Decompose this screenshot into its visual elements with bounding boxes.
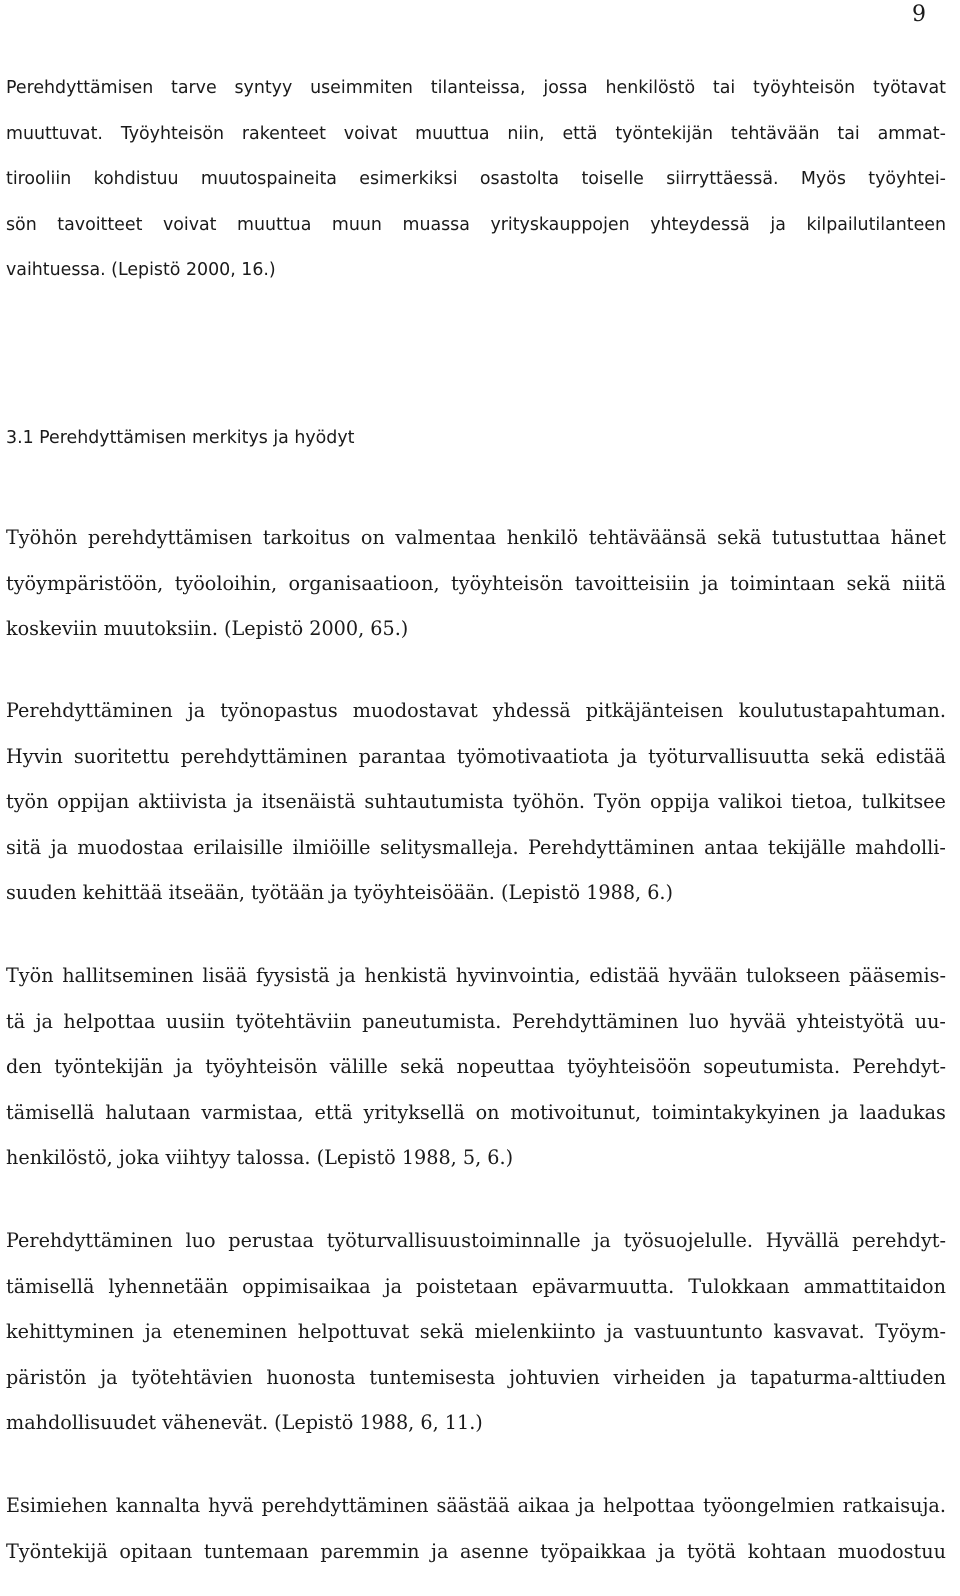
page-number: 9 [912, 2, 926, 27]
text-line: kehittyminen ja eteneminen helpottuvat sekä mielenkiinto ja vastuuntunto kasvavat. Työym- [6, 1320, 946, 1343]
text-line: Työn hallitseminen lisää fyysistä ja henkistä hyvinvointia, edistää hyvään tulokseen pääsemis- [6, 964, 946, 987]
text-line: muuttuvat. Työyhteisön rakenteet voivat muuttua niin, että työntekijän tehtävään tai ammat- [6, 123, 946, 144]
section-heading-text: 3.1 Perehdyttämisen merkitys ja hyödyt [6, 428, 355, 448]
body-paragraph-5 [6, 1483, 946, 1574]
text-line: den työntekijän ja työyhteisön välille sekä nopeuttaa työyhteisöön sopeutumista. Perehdyt- [6, 1055, 946, 1078]
text-line: Perehdyttäminen luo perustaa työturvallisuustoiminnalle ja työsuojelulle. Hyvällä perehdyt- [6, 1229, 946, 1252]
text-line: suuden kehittää itseään, työtään ja työyhteisöään. (Lepistö 1988, 6.) [6, 881, 674, 904]
intro-paragraph [6, 66, 946, 294]
body-paragraph-3 [6, 953, 946, 1181]
text-line: vaihtuessa. (Lepistö 2000, 16.) [6, 260, 276, 280]
text-line: päristön ja työtehtävien huonosta tuntemisesta johtuvien virheiden ja tapaturma-alttiuden [6, 1365, 946, 1389]
text-line: Työntekijä opitaan tuntemaan paremmin ja asenne työpaikkaa ja työtä kohtaan muodostuu [6, 1539, 946, 1563]
text-line: Hyvin suoritettu perehdyttäminen parantaa työmotivaatiota ja työturvallisuutta sekä edistää [6, 744, 946, 768]
text-line: koskeviin muutoksiin. (Lepistö 2000, 65.) [6, 617, 409, 640]
text-line: tämisellä lyhennetään oppimisaikaa ja poistetaan epävarmuutta. Tulokkaan ammattitaidon [6, 1274, 946, 1298]
text-line: sön tavoitteet voivat muuttua muun muassa yrityskauppojen yhteydessä ja kilpailutilanteen [6, 214, 946, 235]
text-line: sitä ja muodostaa erilaisille ilmiöille selitysmalleja. Perehdyttäminen antaa tekijälle mahdolli- [6, 835, 946, 859]
text-line: Perehdyttämisen tarve syntyy useimmiten tilanteissa, jossa henkilöstö tai työyhteisön työtavat [6, 78, 946, 98]
text-line: henkilöstö, joka viihtyy talossa. (Lepistö 1988, 5, 6.) [6, 1146, 514, 1169]
text-line: Perehdyttäminen ja työnopastus muodostavat yhdessä pitkäjänteisen koulutustapahtuman. [6, 699, 946, 722]
body-paragraph-2 [6, 688, 946, 916]
text-line: Työhön perehdyttämisen tarkoitus on valmentaa henkilö tehtäväänsä sekä tutustuttaa hänet [6, 526, 946, 549]
text-line: Esimiehen kannalta hyvä perehdyttäminen säästää aikaa ja helpottaa työongelmien ratkaisuja. [6, 1494, 946, 1517]
text-line: mahdollisuudet vähenevät. (Lepistö 1988, 6, 11.) [6, 1411, 483, 1434]
body-paragraph-4 [6, 1218, 946, 1446]
text-line: tä ja helpottaa uusiin työtehtäviin paneutumista. Perehdyttäminen luo hyvää yhteistyötä uu- [6, 1009, 946, 1033]
text-line: työn oppijan aktiivista ja itsenäistä suhtautumista työhön. Työn oppija valikoi tietoa, tulkitsee [6, 790, 946, 813]
body-paragraph-1 [6, 515, 946, 652]
text-line: tirooliin kohdistuu muutospaineita esimerkiksi osastolta toiselle siirryttäessä. Myös työyhtei- [6, 169, 946, 189]
text-line: tämisellä halutaan varmistaa, että yrityksellä on motivoitunut, toimintakykyinen ja laadukas [6, 1100, 946, 1124]
text-line: työympäristöön, työoloihin, organisaatioon, työyhteisön tavoitteisiin ja toimintaan sekä niitä [6, 571, 946, 595]
section-heading [6, 416, 946, 462]
